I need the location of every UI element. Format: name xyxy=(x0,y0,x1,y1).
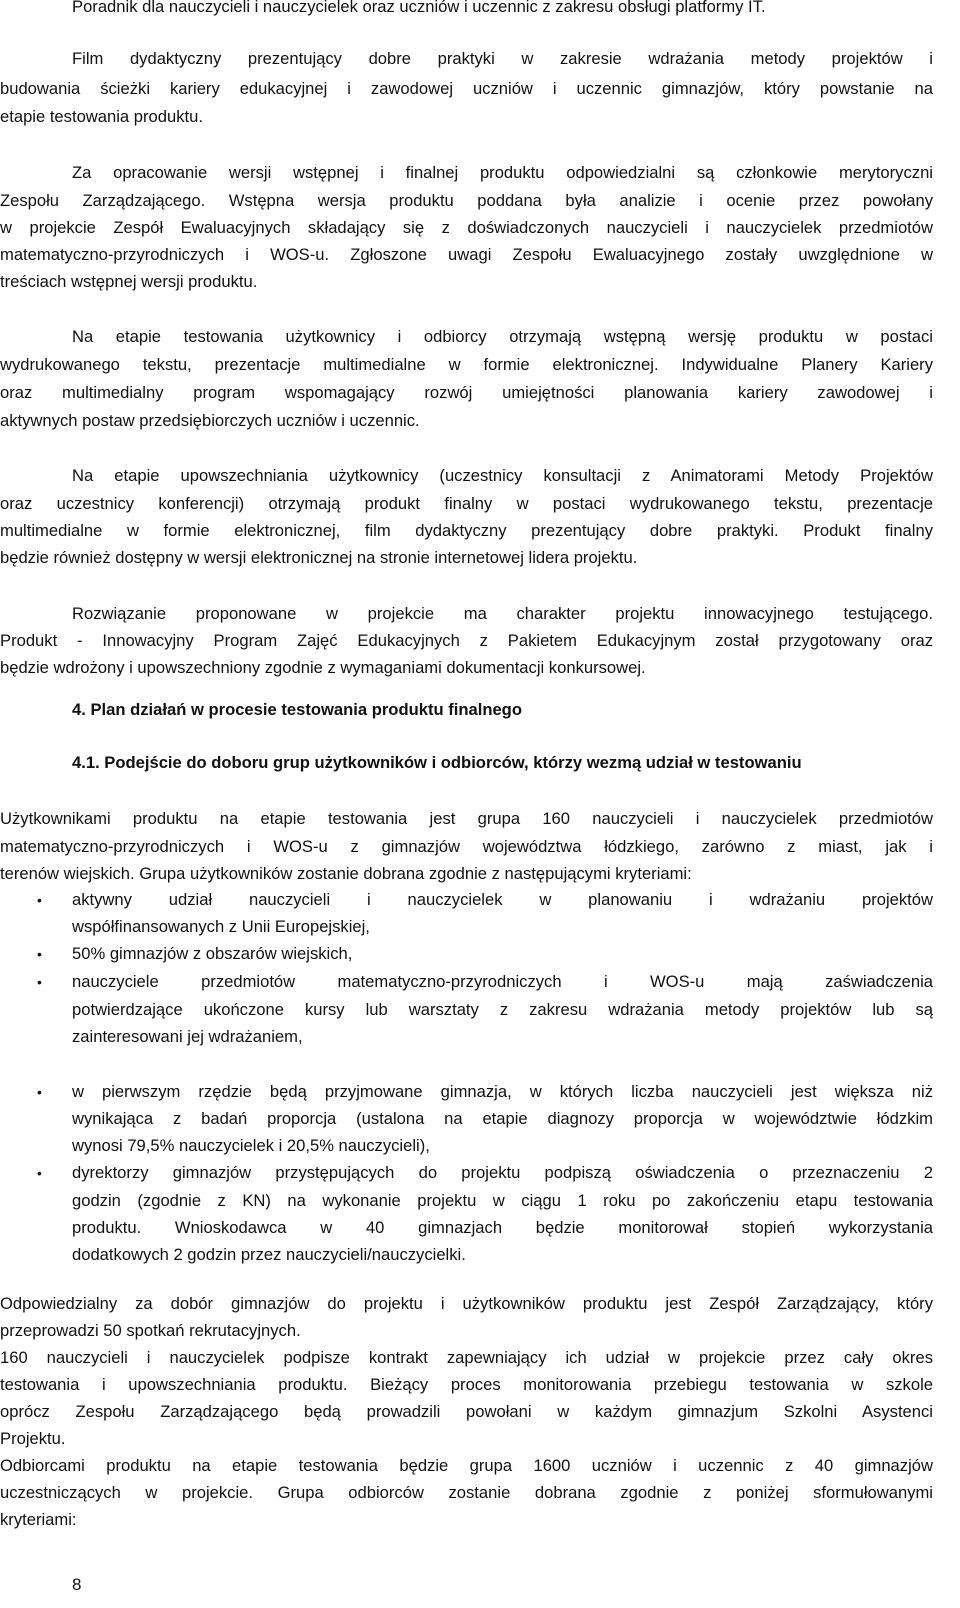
paragraph-line: oraz uczestnicy konferencji) otrzymają produkt finalny w postaci wydrukowanego tekstu, prezentacje xyxy=(0,494,933,513)
bullet-item-line: potwierdzające ukończone kursy lub warsztaty z zakresu wdrażania metody projektów lub są xyxy=(72,1000,933,1019)
paragraph-line: multimedialne w formie elektronicznej, film dydaktyczny prezentujący dobre praktyki. Produkt finalny xyxy=(0,521,933,540)
bullet-item-line: nauczyciele przedmiotów matematyczno-przyrodniczych i WOS-u mają zaświadczenia xyxy=(72,972,933,991)
bullet-item-line: wynikająca z badań proporcja (ustalona na etapie diagnozy proporcja w województwie łódzkim xyxy=(72,1109,933,1128)
bullet-item-line: współfinansowanych z Unii Europejskiej, xyxy=(72,917,370,936)
paragraph-line: matematyczno-przyrodniczych i WOS-u z gimnazjów województwa łódzkiego, zarówno z miast, jak i xyxy=(0,837,933,856)
header-line: Poradnik dla nauczycieli i nauczycielek oraz uczniów i uczennic z zakresu obsługi platformy IT. xyxy=(72,0,766,16)
paragraph-line: przeprowadzi 50 spotkań rekrutacyjnych. xyxy=(0,1321,301,1340)
bullet-item-line: godzin (zgodnie z KN) na wykonanie projektu w ciągu 1 roku po zakończeniu etapu testowania xyxy=(72,1191,933,1210)
paragraph-line: uczestniczących w projekcie. Grupa odbiorców zostanie dobrana zgodnie z poniżej sformułowanymi xyxy=(0,1483,933,1502)
bullet-item-line: produktu. Wnioskodawca w 40 gimnazjach będzie monitorował stopień wykorzystania xyxy=(72,1218,933,1237)
bullet-item-line: dodatkowych 2 godzin przez nauczycieli/nauczycielki. xyxy=(72,1245,466,1264)
paragraph-line: będzie również dostępny w wersji elektronicznej na stronie internetowej lidera projektu. xyxy=(0,548,638,567)
paragraph-line: w projekcie Zespół Ewaluacyjnych składający się z doświadczonych nauczycieli i nauczycielek przedmiotów xyxy=(0,218,933,237)
paragraph-line: Zespołu Zarządzającego. Wstępna wersja produktu poddana była analizie i ocenie przez powołany xyxy=(0,191,933,210)
paragraph-line: terenów wiejskich. Grupa użytkowników zostanie dobrana zgodnie z następującymi kryteriami: xyxy=(0,864,692,883)
paragraph-line: testowania i upowszechniania produktu. Bieżący proces monitorowania przebiegu testowania w szkole xyxy=(0,1375,933,1394)
bullet-item-line: 50% gimnazjów z obszarów wiejskich, xyxy=(72,944,353,963)
paragraph-line: 160 nauczycieli i nauczycielek podpisze kontrakt zapewniający ich udział w projekcie przez cały okres xyxy=(0,1348,933,1367)
bullet-item-line: zainteresowani jej wdrażaniem, xyxy=(72,1027,303,1046)
bullet-item-line: aktywny udział nauczycieli i nauczycielek w planowaniu i wdrażaniu projektów xyxy=(72,890,933,909)
paragraph-line: będzie wdrożony i upowszechniony zgodnie z wymaganiami dokumentacji konkursowej. xyxy=(0,658,646,677)
bullet-marker: • xyxy=(37,892,42,908)
paragraph-line: Odbiorcami produktu na etapie testowania będzie grupa 1600 uczniów i uczennic z 40 gimnazjów xyxy=(0,1456,933,1475)
page-number: 8 xyxy=(72,1575,82,1594)
paragraph-line: wydrukowanego tekstu, prezentacje multimedialne w formie elektronicznej. Indywidualne Planery Kariery xyxy=(0,355,933,374)
subsection-heading: 4.1. Podejście do doboru grup użytkowników i odbiorców, którzy wezmą udział w testowaniu xyxy=(72,753,802,772)
bullet-marker: • xyxy=(37,1165,42,1181)
paragraph-line: aktywnych postaw przedsiębiorczych uczniów i uczennic. xyxy=(0,411,420,430)
section-heading: 4. Plan działań w procesie testowania produktu finalnego xyxy=(72,700,522,719)
paragraph-line: Film dydaktyczny prezentujący dobre praktyki w zakresie wdrażania metody projektów i xyxy=(72,49,933,68)
bullet-marker: • xyxy=(37,946,42,962)
bullet-marker: • xyxy=(37,1084,42,1100)
paragraph-line: treściach wstępnej wersji produktu. xyxy=(0,272,258,291)
bullet-item-line: wynosi 79,5% nauczycielek i 20,5% nauczycieli), xyxy=(72,1136,430,1155)
paragraph-line: Na etapie upowszechniania użytkownicy (uczestnicy konsultacji z Animatorami Metody Projektów xyxy=(72,466,933,485)
bullet-item-line: dyrektorzy gimnazjów przystępujących do projektu podpiszą oświadczenia o przeznaczeniu 2 xyxy=(72,1163,933,1182)
paragraph-line: Projektu. xyxy=(0,1429,66,1448)
paragraph-line: Za opracowanie wersji wstępnej i finalnej produktu odpowiedzialni są członkowie merytoryczni xyxy=(72,163,933,182)
paragraph-line: Na etapie testowania użytkownicy i odbiorcy otrzymają wstępną wersję produktu w postaci xyxy=(72,327,933,346)
paragraph-line: matematyczno-przyrodniczych i WOS-u. Zgłoszone uwagi Zespołu Ewaluacyjnego zostały uwzględnione w xyxy=(0,245,933,264)
paragraph-line: oraz multimedialny program wspomagający rozwój umiejętności planowania kariery zawodowej i xyxy=(0,383,933,402)
paragraph-line: oprócz Zespołu Zarządzającego będą prowadzili powołani w każdym gimnazjum Szkolni Asystenci xyxy=(0,1402,933,1421)
paragraph-line: Rozwiązanie proponowane w projekcie ma charakter projektu innowacyjnego testującego. xyxy=(72,604,933,623)
paragraph-line: budowania ścieżki kariery edukacyjnej i zawodowej uczniów i uczennic gimnazjów, który powstanie na xyxy=(0,79,933,98)
paragraph-line: kryteriami: xyxy=(0,1510,77,1529)
bullet-item-line: w pierwszym rzędzie będą przyjmowane gimnazja, w których liczba nauczycieli jest większa niż xyxy=(72,1082,933,1101)
paragraph-line: Odpowiedzialny za dobór gimnazjów do projektu i użytkowników produktu jest Zespół Zarządzający, który xyxy=(0,1294,933,1313)
bullet-marker: • xyxy=(37,974,42,990)
paragraph-line: Użytkownikami produktu na etapie testowania jest grupa 160 nauczycieli i nauczycielek przedmiotów xyxy=(0,809,933,828)
paragraph-line: etapie testowania produktu. xyxy=(0,107,203,126)
paragraph-line: Produkt - Innowacyjny Program Zajęć Edukacyjnych z Pakietem Edukacyjnym został przygotowany oraz xyxy=(0,631,933,650)
